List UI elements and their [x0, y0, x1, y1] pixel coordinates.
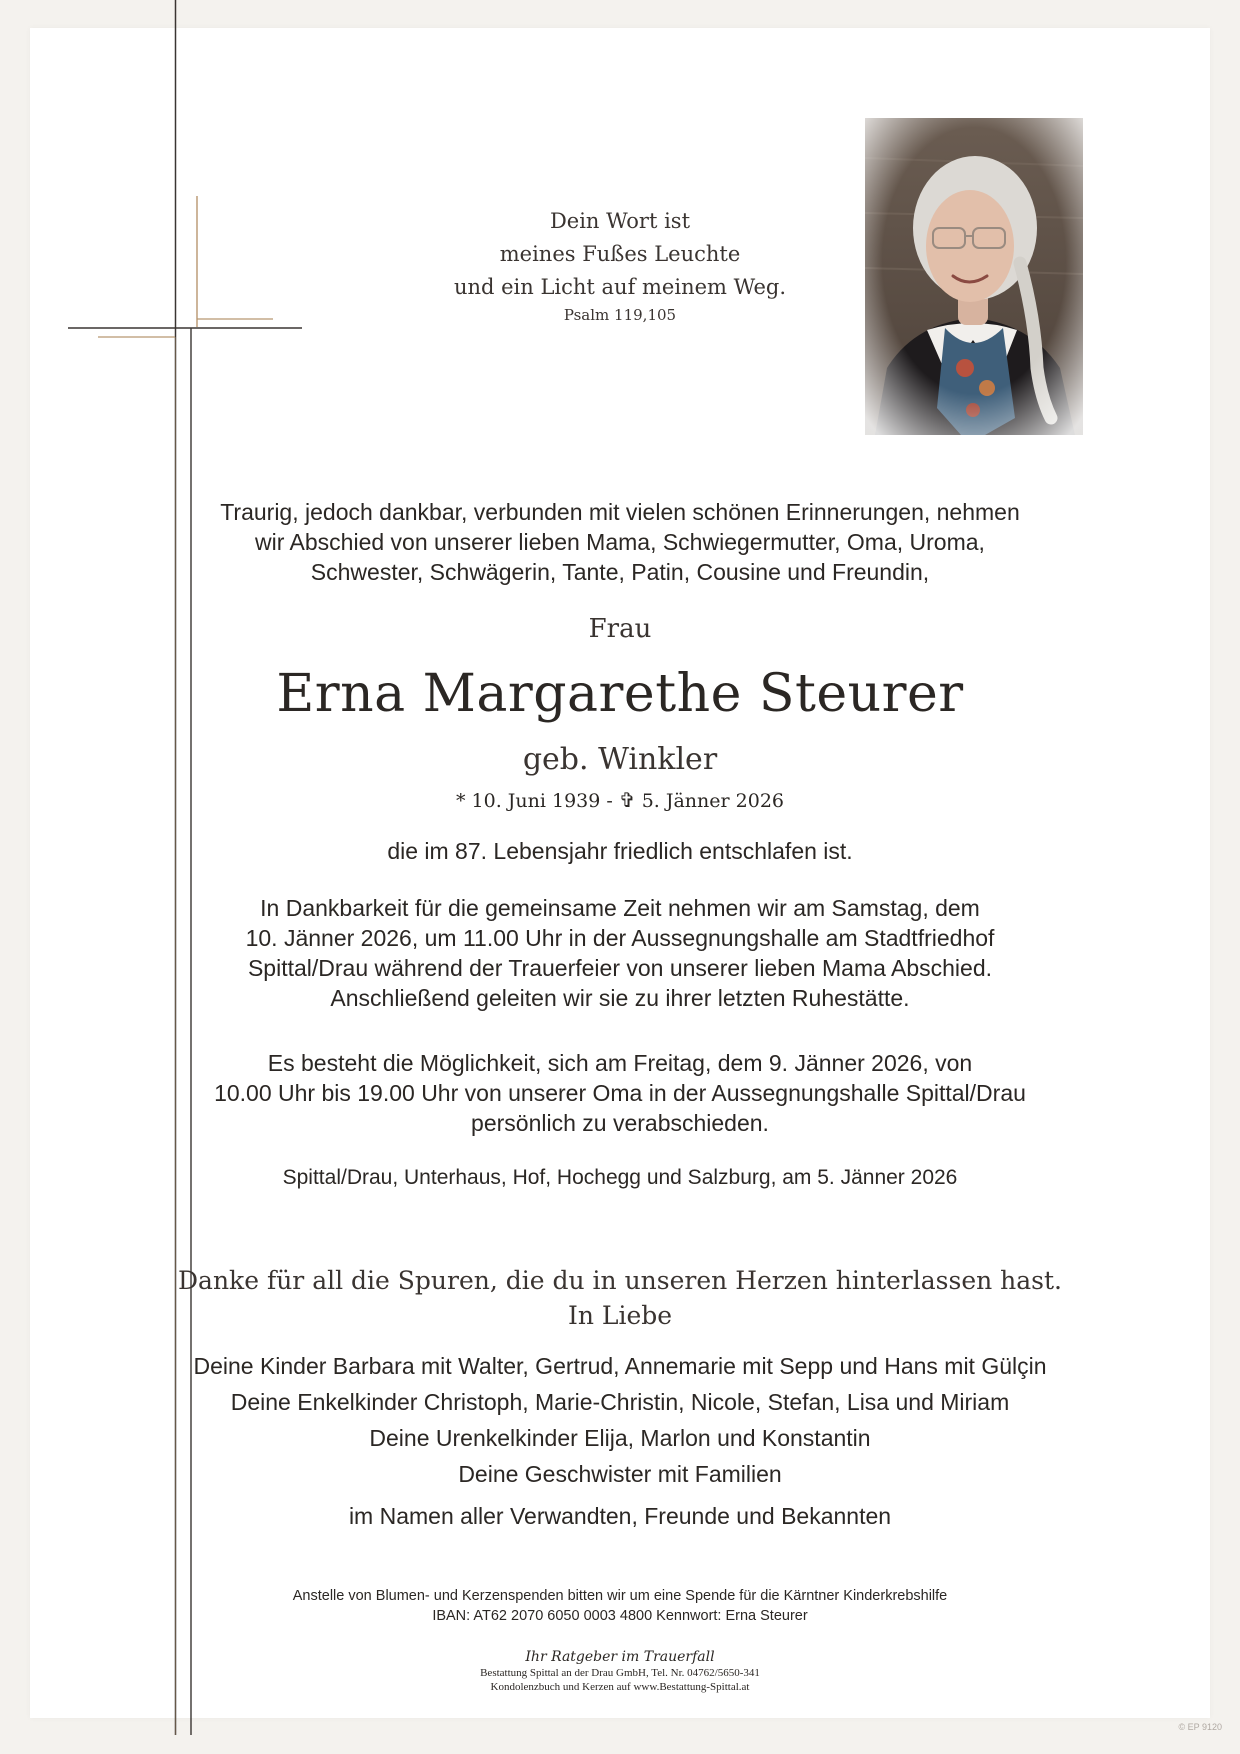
- portrait-photo: [865, 118, 1083, 435]
- intro-line: Traurig, jedoch dankbar, verbunden mit vielen schönen Erinnerungen, nehmen: [220, 499, 1020, 525]
- family-line: Deine Enkelkinder Christoph, Marie-Christin, Nicole, Stefan, Lisa und Miriam: [230, 1389, 1010, 1415]
- thanks-line: In Liebe: [567, 1301, 673, 1330]
- viewing-line: 10.00 Uhr bis 19.00 Uhr von unserer Oma in der Aussegnungshalle Spittal/Drau: [214, 1080, 1026, 1106]
- birth-date: * 10. Juni 1939 -: [456, 790, 613, 812]
- viewing-line: Es besteht die Möglichkeit, sich am Freitag, dem 9. Jänner 2026, von: [267, 1050, 973, 1076]
- salutation: Frau: [588, 614, 652, 644]
- viewing-line: persönlich zu verabschieden.: [471, 1110, 769, 1136]
- undertaker-info: [0, 1648, 1240, 1694]
- thanks-line: Danke für all die Spuren, die du in unseren Herzen hinterlassen hast.: [178, 1266, 1062, 1295]
- family-line: Deine Kinder Barbara mit Walter, Gertrud, Annemarie mit Sepp und Hans mit Gülçin: [193, 1353, 1047, 1379]
- donation-note: [0, 1586, 1240, 1626]
- family-list: [0, 1348, 1240, 1492]
- deceased-name: Erna Margarethe Steurer: [276, 664, 964, 724]
- passed-line: die im 87. Lebensjahr friedlich entschlafen ist.: [387, 838, 853, 864]
- family-line: Deine Geschwister mit Familien: [458, 1461, 782, 1487]
- maiden-name: geb. Winkler: [522, 742, 718, 777]
- ceremony-line: 10. Jänner 2026, um 11.00 Uhr in der Aussegnungshalle am Stadtfriedhof: [245, 925, 995, 951]
- family-closing: im Namen aller Verwandten, Freunde und Bekannten: [348, 1503, 892, 1529]
- thanks-text: [0, 1263, 1240, 1333]
- death-cross-icon: ✞: [618, 788, 636, 812]
- undertaker-company: Bestattung Spittal an der Drau GmbH, Tel. Nr. 04762/5650-341: [480, 1667, 760, 1679]
- psalm-line: Dein Wort ist: [549, 209, 691, 233]
- psalm-line: und ein Licht auf meinem Weg.: [453, 275, 787, 299]
- psalm-line: meines Fußes Leuchte: [499, 242, 741, 266]
- intro-line: Schwester, Schwägerin, Tante, Patin, Cousine und Freundin,: [310, 559, 930, 585]
- life-dates: [0, 788, 1240, 812]
- psalm-reference: Psalm 119,105: [563, 306, 677, 324]
- undertaker-slogan: Ihr Ratgeber im Trauerfall: [525, 1649, 715, 1665]
- donation-line: Anstelle von Blumen- und Kerzenspenden bitten wir um eine Spende für die Kärntner Kinderkrebshilfe: [292, 1588, 948, 1604]
- viewing-text: [0, 1048, 1240, 1138]
- ceremony-line: Anschließend geleiten wir sie zu ihrer letzten Ruhestätte.: [330, 985, 910, 1011]
- footer-code: © EP 9120: [1178, 1722, 1222, 1732]
- place-date: Spittal/Drau, Unterhaus, Hof, Hochegg und Salzburg, am 5. Jänner 2026: [282, 1166, 958, 1189]
- intro-text: [0, 497, 1240, 587]
- ceremony-line: Spittal/Drau während der Trauerfeier von unserer lieben Mama Abschied.: [247, 955, 993, 981]
- death-date: 5. Jänner 2026: [641, 790, 784, 812]
- donation-line: IBAN: AT62 2070 6050 0003 4800 Kennwort: Erna Steurer: [432, 1608, 808, 1624]
- ceremony-text: [0, 893, 1240, 1013]
- undertaker-website: Kondolenzbuch und Kerzen auf www.Bestattung-Spittal.at: [490, 1681, 750, 1693]
- intro-line: wir Abschied von unserer lieben Mama, Schwiegermutter, Oma, Uroma,: [255, 529, 985, 555]
- ceremony-line: In Dankbarkeit für die gemeinsame Zeit nehmen wir am Samstag, dem: [260, 895, 980, 921]
- family-line: Deine Urenkelkinder Elija, Marlon und Konstantin: [369, 1425, 871, 1451]
